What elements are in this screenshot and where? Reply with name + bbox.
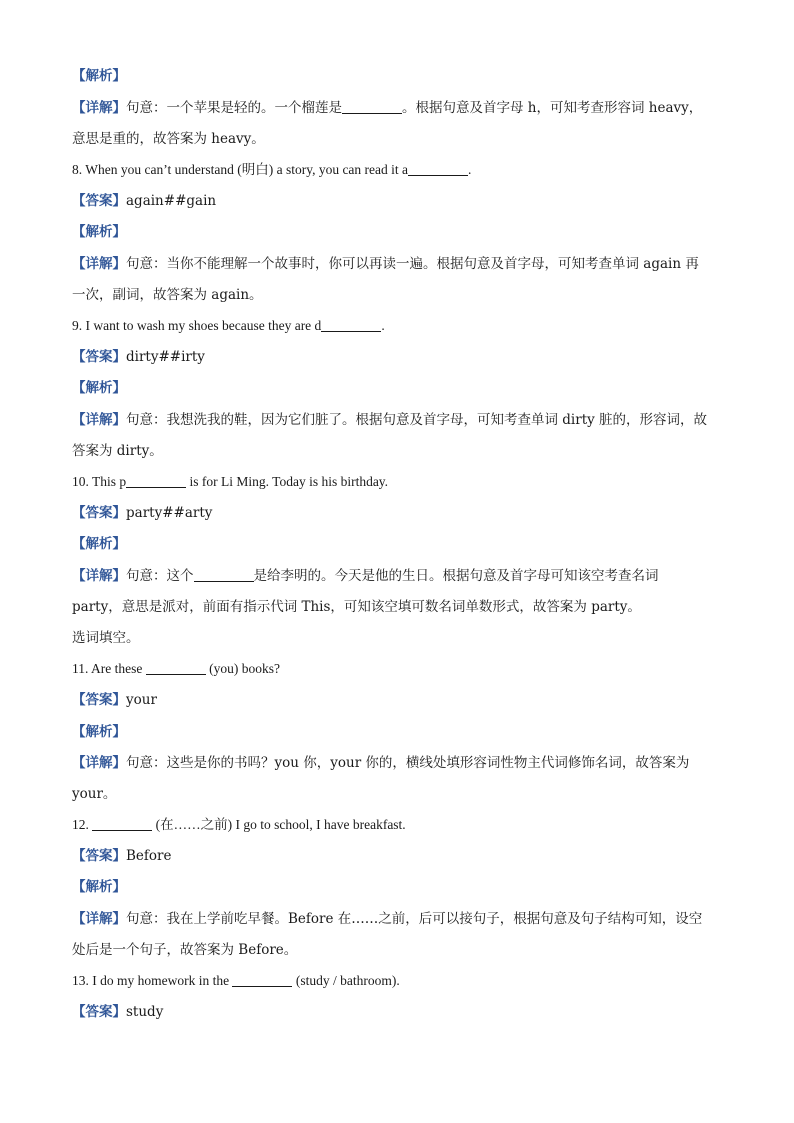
- answer-tag: 【答案】: [72, 692, 126, 708]
- answer-line-12: [72, 846, 724, 866]
- detail-line-9-cont: 答案为 dirty。: [72, 443, 163, 459]
- detail-tag: 【详解】: [72, 911, 126, 927]
- answer-tag: 【答案】: [72, 505, 126, 521]
- question-text: is for Li Ming. Today is his birthday.: [186, 474, 389, 489]
- detail-text: 句意：当你不能理解一个故事时，你可以再读一遍。根据句意及首字母，可知考查单词 again 再: [126, 256, 699, 272]
- question-text: 8. When you can’t understand (明白) a story, you can read it a: [72, 162, 409, 177]
- analysis-heading-8: [72, 222, 724, 242]
- analysis-heading-9: [72, 378, 724, 398]
- answer-line-11: [72, 690, 724, 710]
- answer-tag: 【答案】: [72, 349, 126, 365]
- detail-line-8: [72, 254, 724, 274]
- answer-tag: 【答案】: [72, 193, 126, 209]
- answer-line-8: [72, 191, 724, 211]
- answer-blank: [342, 99, 402, 114]
- answer-tag: 【答案】: [72, 1004, 126, 1020]
- detail-tag: 【详解】: [72, 755, 126, 771]
- answer-line-10: [72, 503, 724, 523]
- answer-line-9: [72, 347, 724, 367]
- analysis-heading-12: [72, 877, 724, 897]
- analysis-tag: 【解析】: [72, 380, 126, 396]
- question-12: [72, 815, 724, 835]
- question-text: 9. I want to wash my shoes because they are d: [72, 318, 322, 333]
- detail-text: 句意：我在上学前吃早餐。Before 在……之前，后可以接句子，根据句意及句子结构可知，设空: [126, 911, 703, 927]
- answer-blank: [408, 161, 468, 176]
- question-10: [72, 472, 724, 492]
- question-text: 13. I do my homework in the: [72, 973, 233, 988]
- answer-text: dirty##irty: [126, 349, 205, 365]
- answer-blank: [321, 317, 381, 332]
- detail-line-7-cont: 意思是重的，故答案为 heavy。: [72, 131, 265, 147]
- detail-line-10-cont: party，意思是派对，前面有指示代词 This，可知该空填可数名词单数形式，故答案为 party。: [72, 599, 641, 615]
- detail-line-11-cont: your。: [72, 786, 117, 802]
- question-9: [72, 316, 724, 336]
- analysis-tag: 【解析】: [72, 68, 126, 84]
- answer-text: party##arty: [126, 505, 213, 521]
- detail-line-12-cont: 处后是一个句子，故答案为 Before。: [72, 942, 298, 958]
- answer-blank: [146, 660, 206, 675]
- question-text: 12.: [72, 817, 93, 832]
- detail-text: 句意：这些是你的书吗？you 你，your 你的，横线处填形容词性物主代词修饰名词，故答案为: [126, 755, 690, 771]
- analysis-tag: 【解析】: [72, 724, 126, 740]
- detail-text: 句意：我想洗我的鞋，因为它们脏了。根据句意及首字母，可知考查单词 dirty 脏的，形容词，故: [126, 412, 708, 428]
- detail-line-12: [72, 909, 724, 929]
- detail-text: 。根据句意及首字母 h，可知考查形容词 heavy，: [402, 100, 703, 116]
- answer-blank: [126, 473, 186, 488]
- answer-tag: 【答案】: [72, 848, 126, 864]
- detail-text: 句意：一个苹果是轻的。一个榴莲是: [126, 100, 342, 116]
- answer-blank: [194, 567, 254, 582]
- detail-line-11: [72, 753, 724, 773]
- question-13: [72, 971, 724, 991]
- detail-tag: 【详解】: [72, 100, 126, 116]
- answer-blank: [92, 816, 152, 831]
- answer-line-13: [72, 1002, 724, 1022]
- analysis-heading-11: [72, 722, 724, 742]
- analysis-heading-10: [72, 534, 724, 554]
- analysis-heading-7: [72, 66, 724, 86]
- detail-text: 句意：这个: [126, 568, 194, 584]
- question-text: .: [468, 162, 472, 177]
- question-text: 11. Are these: [72, 661, 146, 676]
- question-text: (you) books?: [205, 661, 280, 676]
- detail-line-7: [72, 98, 724, 118]
- detail-tag: 【详解】: [72, 256, 126, 272]
- analysis-tag: 【解析】: [72, 224, 126, 240]
- detail-line-10: [72, 566, 724, 586]
- detail-text: 是给李明的。今天是他的生日。根据句意及首字母可知该空考查名词: [253, 568, 659, 584]
- answer-blank: [232, 972, 292, 987]
- answer-text: study: [126, 1004, 164, 1020]
- answer-text: again##gain: [126, 193, 217, 209]
- question-8: [72, 160, 724, 180]
- detail-line-8-cont: 一次，副词，故答案为 again。: [72, 287, 263, 303]
- answer-text: Before: [126, 848, 172, 864]
- section-heading: 选词填空。: [72, 630, 140, 646]
- answer-text: your: [126, 692, 157, 708]
- question-11: [72, 659, 724, 679]
- analysis-tag: 【解析】: [72, 879, 126, 895]
- detail-tag: 【详解】: [72, 412, 126, 428]
- detail-line-9: [72, 410, 724, 430]
- question-text: (study / bathroom).: [292, 973, 400, 988]
- question-text: (在……之前) I go to school, I have breakfast.: [152, 817, 406, 832]
- analysis-tag: 【解析】: [72, 536, 126, 552]
- detail-tag: 【详解】: [72, 568, 126, 584]
- question-text: 10. This p: [72, 474, 127, 489]
- question-text: .: [381, 318, 385, 333]
